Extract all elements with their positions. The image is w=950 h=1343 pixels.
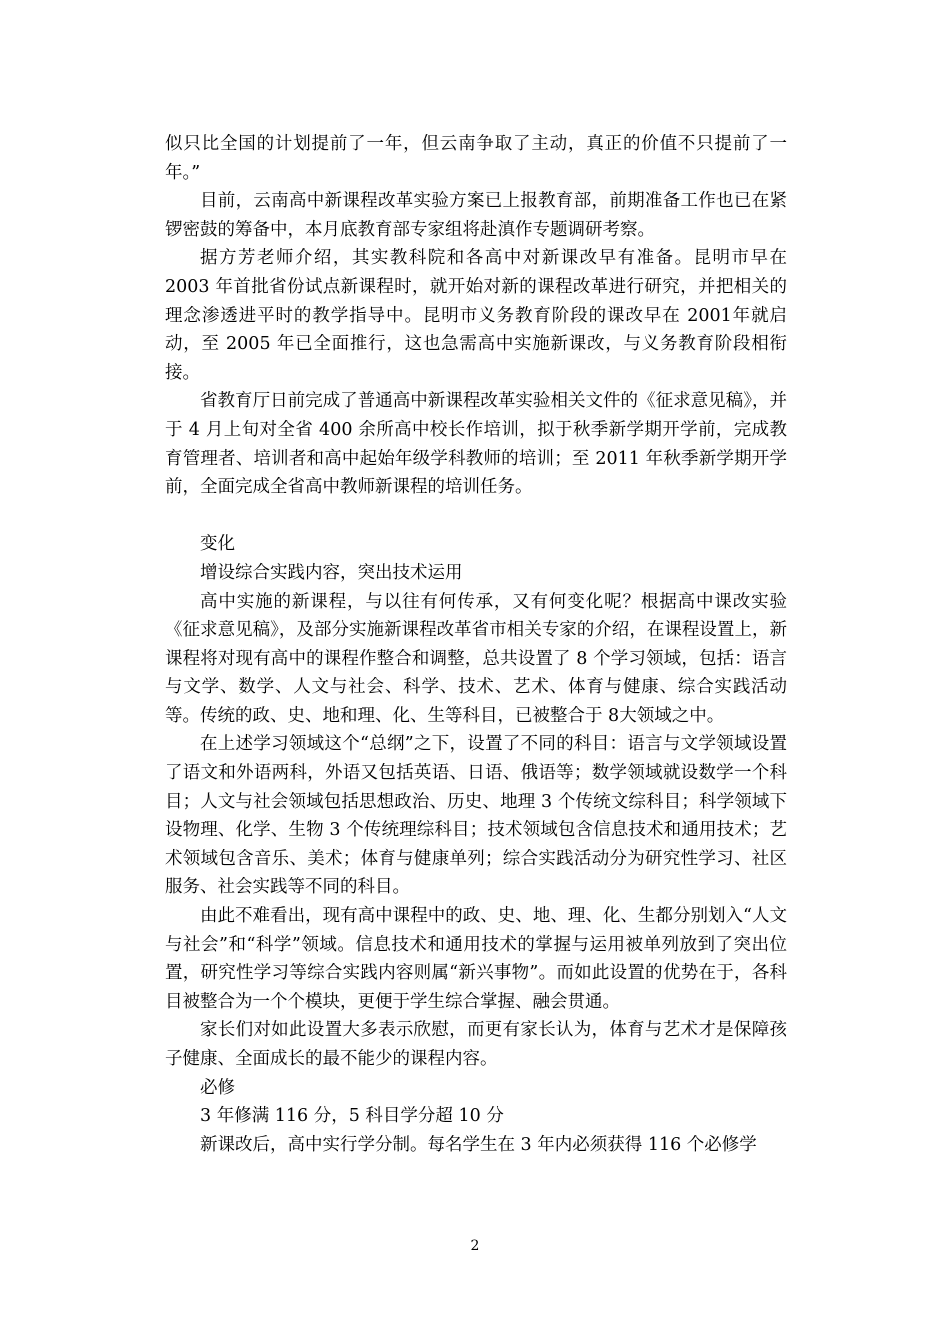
- paragraph: 由此不难看出，现有高中课程中的政、史、地、理、化、生都分别划入“人文与社会”和“科学”领域。信息技术和通用技术的掌握与运用被单列放到了突出位置，研究性学习等综合实践内容则属“新兴事物”。而如此设置的优势在于，各科目被整合为一个个模块，更便于学生综合掌握、融会贯通。: [165, 906, 787, 1012]
- paragraph: 家长们对如此设置大多表示欣慰，而更有家长认为，体育与艺术才是保障孩子健康、全面成长的最不能少的课程内容。: [165, 1020, 787, 1069]
- section-heading: 变化: [200, 534, 235, 555]
- paragraph: 新课改后，高中实行学分制。每名学生在 3 年内必须获得 116 个必修学: [200, 1134, 757, 1155]
- paragraph: 目前，云南高中新课程改革实验方案已上报教育部，前期准备工作也已在紧锣密鼓的筹备中，本月底教育部专家组将赴滇作专题调研考察。: [165, 191, 787, 240]
- page-content: [165, 130, 787, 1159]
- paragraph: 高中实施的新课程，与以往有何传承，又有何变化呢？根据高中课改实验《征求意见稿》，及部分实施新课程改革省市相关专家的介绍，在课程设置上，新课程将对现有高中的课程作整合和调整，总共设置了 8 个学习领域，包括：语言与文学、数学、人文与社会、科学、技术、艺术、体育与健康、综合实践活动等。传统的政、史、地和理、化、生等科目，已被整合于 8大领域之中。: [165, 591, 787, 726]
- section-subheading: 3 年修满 116 分，5 科目学分超 10 分: [200, 1106, 504, 1127]
- section-heading: 必修: [200, 1077, 235, 1098]
- paragraph: 在上述学习领域这个“总纲”之下，设置了不同的科目：语言与文学领域设置了语文和外语两科，外语又包括英语、日语、俄语等；数学领域就设数学一个科目；人文与社会领域包括思想政治、历史、地理 3 个传统文综科目；科学领域下设物理、化学、生物 3 个传统理综科目；技术领域包含信息技术和通用技术；艺术领域包含音乐、美术；体育与健康单列；综合实践活动分为研究性学习、社区服务、社会实践等不同的科目。: [165, 734, 787, 898]
- paragraph-continued: 似只比全国的计划提前了一年，但云南争取了主动，真正的价值不只提前了一年。”: [165, 134, 787, 183]
- section-subheading: 增设综合实践内容，突出技术运用: [200, 562, 463, 583]
- page-number: 2: [470, 1238, 480, 1254]
- blank-line: [165, 502, 787, 531]
- paragraph: 省教育厅日前完成了普通高中新课程改革实验相关文件的《征求意见稿》，并于 4 月上旬对全省 400 余所高中校长作培训，拟于秋季新学期开学前，完成教育管理者、培训者和高中起始年级学科教师的培训；至 2011 年秋季新学期开学前，全面完成全省高中教师新课程的培训任务。: [165, 391, 787, 498]
- paragraph: 据方芳老师介绍，其实教科院和各高中对新课改早有准备。昆明市早在2003 年首批省份试点新课程时，就开始对新的课程改革进行研究，并把相关的理念渗透进平时的教学指导中。昆明市义务教育阶段的课改早在 2001年就启动，至 2005 年已全面推行，这也急需高中实施新课改，与义务教育阶段相衔接。: [165, 248, 787, 383]
